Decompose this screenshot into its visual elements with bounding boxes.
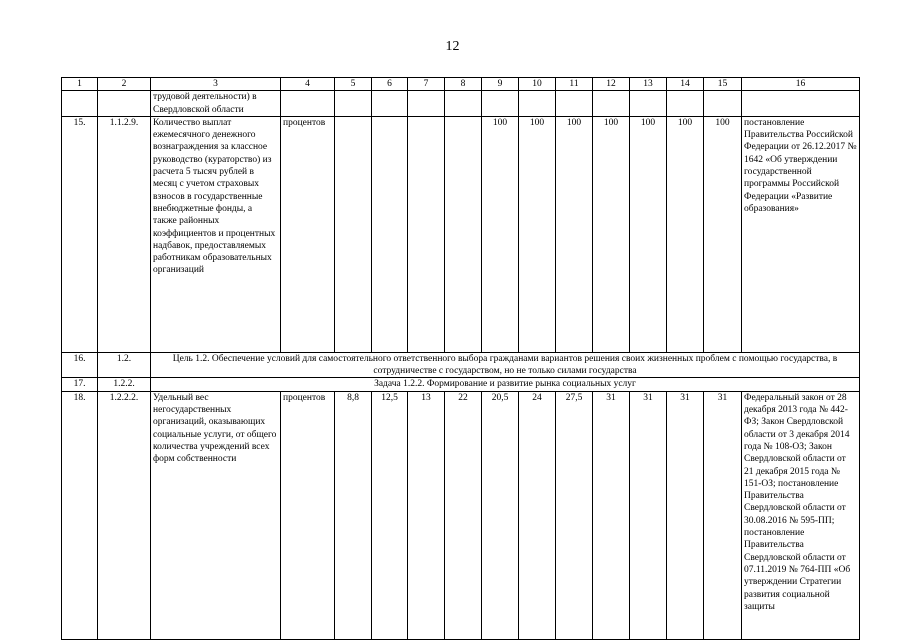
value-cell: 8,8 [335, 391, 372, 639]
row-number: 16. [62, 352, 98, 378]
column-number: 16 [742, 78, 860, 91]
row-number: 18. [62, 391, 98, 639]
legal-source: Федеральный закон от 28 декабря 2013 года № 442-ФЗ; Закон Свердловской области от 3 декабря 2014 года № 108-ОЗ; Закон Свердловской области от 21 декабря 2015 года № 151-ОЗ; постановление Правительства Свердловской области от 30.08.2016 № 595-ПП; постановление Правительства Свердловской области от 07.11.2019 № 764-ПП «Об утверждении Стратегии развития социальной защиты [742, 391, 860, 639]
value-cell: 100 [556, 116, 593, 352]
value-cell: 12,5 [372, 391, 408, 639]
column-number: 10 [519, 78, 556, 91]
value-cell [335, 116, 372, 352]
column-number: 15 [704, 78, 742, 91]
value-cell: 100 [704, 116, 742, 352]
column-number: 6 [372, 78, 408, 91]
column-number: 3 [151, 78, 281, 91]
column-number: 13 [630, 78, 667, 91]
table-row [62, 378, 860, 391]
column-number-row [62, 78, 860, 91]
row-code: 1.1.2.9. [98, 116, 151, 352]
row-code: 1.2. [98, 352, 151, 378]
task-text: Задача 1.2.2. Формирование и развитие рынка социальных услуг [151, 378, 860, 391]
column-number: 7 [408, 78, 445, 91]
column-number: 14 [667, 78, 704, 91]
value-cell: 31 [704, 391, 742, 639]
column-number: 12 [593, 78, 630, 91]
value-cell [408, 116, 445, 352]
indicators-table [61, 77, 860, 640]
column-number: 11 [556, 78, 593, 91]
value-cell: 100 [667, 116, 704, 352]
value-cell: 100 [482, 116, 519, 352]
value-cell: 100 [519, 116, 556, 352]
indicator-name: трудовой деятельности) в Свердловской области [151, 91, 281, 117]
value-cell: 13 [408, 391, 445, 639]
value-cell: 27,5 [556, 391, 593, 639]
column-number: 4 [281, 78, 335, 91]
value-cell: 22 [445, 391, 482, 639]
value-cell: 20,5 [482, 391, 519, 639]
column-number: 9 [482, 78, 519, 91]
value-cell: 31 [593, 391, 630, 639]
indicator-name: Удельный вес негосударственных организаций, оказывающих социальные услуги, от общего количества учреждений всех форм собственности [151, 391, 281, 639]
legal-source: постановление Правительства Российской Федерации от 26.12.2017 № 1642 «Об утверждении государственной программы Российской Федерации «Развитие образования» [742, 116, 860, 352]
row-code: 1.2.2. [98, 378, 151, 391]
value-cell: 31 [667, 391, 704, 639]
column-number: 8 [445, 78, 482, 91]
table-row [62, 91, 860, 117]
value-cell [372, 116, 408, 352]
unit: процентов [281, 391, 335, 639]
unit: процентов [281, 116, 335, 352]
value-cell: 100 [630, 116, 667, 352]
page-number: 12 [445, 39, 460, 54]
row-number: 15. [62, 116, 98, 352]
value-cell [445, 116, 482, 352]
column-number: 5 [335, 78, 372, 91]
value-cell: 24 [519, 391, 556, 639]
table-row [62, 391, 860, 639]
row-number: 17. [62, 378, 98, 391]
table-row [62, 352, 860, 378]
value-cell: 100 [593, 116, 630, 352]
goal-text: Цель 1.2. Обеспечение условий для самостоятельного ответственного выбора гражданами вариантов решения своих жизненных проблем с помощью государства, в сотрудничестве с государством, но не только силами государства [151, 352, 860, 378]
table-row [62, 116, 860, 352]
value-cell: 31 [630, 391, 667, 639]
column-number: 2 [98, 78, 151, 91]
column-number: 1 [62, 78, 98, 91]
row-code: 1.2.2.2. [98, 391, 151, 639]
indicator-name: Количество выплат ежемесячного денежного вознаграждения за классное руководство (кураторство) из расчета 5 тысяч рублей в месяц с учетом страховых взносов в государственные внебюджетные фонды, а также районных коэффициентов и процентных надбавок, предоставляемых работникам образовательных организаций [151, 116, 281, 352]
